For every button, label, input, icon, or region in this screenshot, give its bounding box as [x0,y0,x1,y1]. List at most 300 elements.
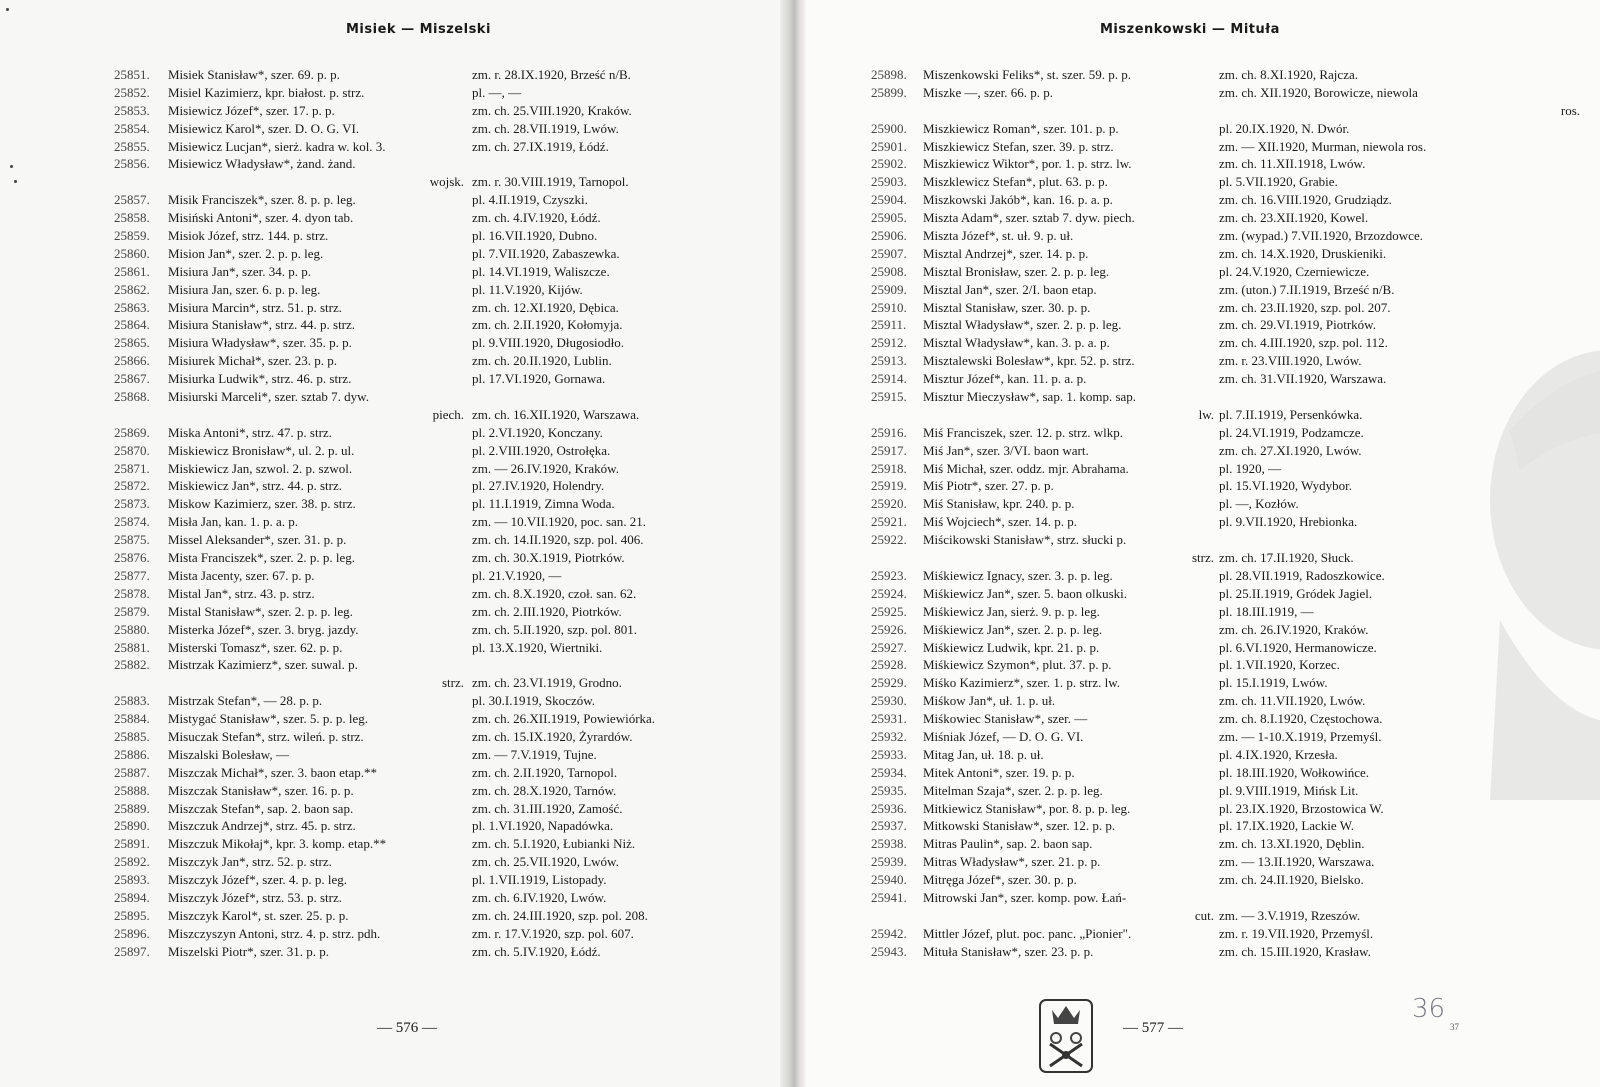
entry-number: 25876. [114,550,150,566]
entry-row [800,568,1600,586]
entry-name: Miskiewicz Jan*, strz. 44. p. strz. [168,478,343,494]
entry-name: Mitras Władysław*, szer. 21. p. p. [923,854,1101,870]
entry-death: pl. —, — [472,84,522,100]
entry-death: pl. 9.VII.1920, Hrebionka. [1219,514,1358,530]
entry-row [0,425,795,443]
entry-name: Misztal Władysław*, kan. 3. p. a. p. [923,335,1110,351]
entry-number: 25878. [114,585,150,601]
entry-death: zm. ch. 14.X.1920, Druskieniki. [1219,245,1387,261]
entry-name: Misztal Stanisław, szer. 30. p. p. [923,299,1091,315]
entry-death: pl. 17.VI.1920, Gornawa. [472,371,606,387]
entry-name: Miszczyszyn Antoni, strz. 4. p. strz. pdh. [168,925,381,941]
entry-death: zm. ch. 2.II.1920, Kołomyja. [472,317,623,333]
entry-name: Misztal Jan*, szer. 2/I. baon etap. [923,281,1097,297]
entry-name: cut. [1194,907,1214,923]
entry-number: 25927. [871,639,907,655]
entry-number: 25917. [871,442,907,458]
entry-row [800,371,1600,389]
entry-death: zm. r. 23.VIII.1920, Lwów. [1219,353,1362,369]
entry-row [800,121,1600,139]
entry-number: 25943. [871,943,907,959]
entry-name: Miś Michał, szer. oddz. mjr. Abrahama. [923,460,1129,476]
entry-number: 25905. [871,210,907,226]
entry-name: Mistrzak Stefan*, — 28. p. p. [168,693,323,709]
entry-name: Misiewicz Karol*, szer. D. O. G. VI. [168,120,360,136]
entry-death: ros. [1560,102,1580,118]
entry-death: zm. — 7.V.1919, Tujne. [472,746,597,762]
entry-number: 25875. [114,532,150,548]
entry-death: pl. 1.VI.1920, Napadówka. [472,818,614,834]
entry-row [0,818,795,836]
entry-death: zm. ch. 11.VII.1920, Lwów. [1219,693,1366,709]
entry-death: zm. ch. 29.VI.1919, Piotrków. [1219,317,1376,333]
entry-number: 25853. [114,102,150,118]
entry-number: 25904. [871,192,907,208]
entry-name: Miskow Kazimierz, szer. 38. p. strz. [168,496,356,512]
entry-number: 25891. [114,836,150,852]
entry-row [0,103,795,121]
left-page-number: — 576 — [377,1020,437,1036]
entry-row [800,514,1600,532]
entry-death: pl. 18.III.1919, — [1219,603,1314,619]
entry-row [0,532,795,550]
entry-death: zm. ch. 24.III.1920, szp. pol. 208. [472,907,648,923]
entry-number: 25908. [871,263,907,279]
entry-number: 25873. [114,496,150,512]
entry-number: 25938. [871,836,907,852]
entry-number: 25858. [114,210,150,226]
entry-number: 25863. [114,299,150,315]
entry-number: 25892. [114,854,150,870]
entry-row [0,443,795,461]
entry-number: 25939. [871,854,907,870]
entry-name: Miś Franciszek, szer. 12. p. strz. wlkp. [923,424,1124,440]
entry-row [800,192,1600,210]
entry-name: Mitkowski Stanisław*, szer. 12. p. p. [923,818,1116,834]
entry-number: 25910. [871,299,907,315]
entry-name: Mistygać Stanisław*, szer. 5. p. p. leg. [168,711,369,727]
entry-number: 25899. [871,84,907,100]
entry-row [0,192,795,210]
entry-name: Misztal Władysław*, szer. 2. p. p. leg. [923,317,1122,333]
entry-death: pl. 25.II.1919, Gródek Jagiel. [1219,585,1373,601]
entry-row [0,371,795,389]
entry-number: 25888. [114,782,150,798]
entry-death: pl. 24.VI.1919, Podzamcze. [1219,424,1364,440]
entry-name: Miszta Adam*, szer. sztab 7. dyw. piech. [923,210,1135,226]
entry-name: Misiewicz Władysław*, żand. żand. [168,156,356,172]
entry-death: zm. r. 17.V.1920, szp. pol. 607. [472,925,634,941]
entry-row [800,872,1600,890]
entry-row [800,156,1600,174]
entry-row [800,282,1600,300]
entry-row [0,801,795,819]
entry-name: Misuczak Stefan*, strz. wileń. p. strz. [168,728,364,744]
entry-row [800,604,1600,622]
entry-death: zm. ch. 23.VI.1919, Grodno. [472,675,622,691]
entry-number: 25854. [114,120,150,136]
entry-row [800,461,1600,479]
entry-death: zm. — XII.1920, Murman, niewola ros. [1219,138,1427,154]
entry-row [800,335,1600,353]
entry-death: pl. 7.II.1919, Persenkówka. [1219,406,1363,422]
entry-name: Miszelski Piotr*, szer. 31. p. p. [168,943,330,959]
corner-note: 37 [1450,1022,1459,1032]
entry-name: Mision Jan*, szer. 2. p. p. leg. [168,245,324,261]
scan-speck [10,165,13,168]
entry-death: pl. 27.IV.1920, Holendry. [472,478,605,494]
entry-name: Mitelman Szaja*, szer. 2. p. p. leg. [923,782,1103,798]
entry-row [800,836,1600,854]
entry-name: Mitag Jan, uł. 18. p. uł. [923,746,1044,762]
entry-number: 25851. [114,67,150,82]
entry-name: Miszczyk Karol*, st. szer. 25. p. p. [168,907,349,923]
entry-number: 25930. [871,693,907,709]
entry-number: 25862. [114,281,150,297]
entry-death: pl. 30.I.1919, Skoczów. [472,693,596,709]
entry-number: 25870. [114,442,150,458]
entry-number: 25895. [114,907,150,923]
entry-row [0,854,795,872]
entry-death: pl. 18.III.1920, Wołkowińce. [1219,764,1369,780]
entry-death: zm. ch. 5.I.1920, Łubianki Niż. [472,836,636,852]
entry-death: pl. 24.V.1920, Czerniewicze. [1219,263,1370,279]
entry-name: Miś Jan*, szer. 3/VI. baon wart. [923,442,1089,458]
entry-name: strz. [1191,550,1214,566]
entry-name: Miśkiewicz Jan, sierż. 9. p. p. leg. [923,603,1100,619]
entry-name: Misiurek Michał*, szer. 23. p. p. [168,353,337,369]
entry-name: Misiura Stanisław*, strz. 44. p. strz. [168,317,356,333]
entry-death: zm. (uton.) 7.II.1919, Brześć n/B. [1219,281,1395,297]
entry-name: wojsk. [429,174,464,190]
entry-number: 25906. [871,228,907,244]
entry-row [0,640,795,658]
entry-row [0,747,795,765]
entry-name: Missel Aleksander*, szer. 31. p. p. [168,532,347,548]
entry-death: zm. ch. 26.XII.1919, Powiewiórka. [472,711,656,727]
entry-row [0,282,795,300]
entry-continuation-line [0,174,795,192]
entry-name: Misiewicz Józef*, szer. 17. p. p. [168,102,335,118]
entry-row [0,139,795,157]
entry-name: Miszke —, szer. 66. p. p. [923,84,1053,100]
library-stamp-icon [1038,998,1094,1074]
entry-row [0,85,795,103]
entry-death: zm. ch. 6.IV.1920, Lwów. [472,889,607,905]
entry-death: zm. ch. 11.XII.1918, Lwów. [1219,156,1366,172]
entry-name: Miszta Józef*, st. uł. 9. p. uł. [923,228,1074,244]
entry-row [0,317,795,335]
entry-number: 25884. [114,711,150,727]
entry-death: zm. ch. 30.X.1919, Piotrków. [472,550,625,566]
entry-death: zm. ch. 15.IX.1920, Żyrardów. [472,728,633,744]
entry-death: zm. ch. 25.VII.1920, Lwów. [472,854,619,870]
entry-row [800,729,1600,747]
entry-name: Miśniak Józef, — D. O. G. VI. [923,728,1084,744]
entry-death: zm. ch. 2.III.1920, Piotrków. [472,603,622,619]
entry-death: zm. ch. 8.XI.1920, Rajcza. [1219,67,1358,82]
entry-death: zm. ch. 5.IV.1920, Łódź. [472,943,601,959]
entry-death: zm. ch. 2.II.1920, Tarnopol. [472,764,618,780]
entry-number: 25926. [871,621,907,637]
entry-number: 25928. [871,657,907,673]
entry-number: 25852. [114,84,150,100]
entry-row [800,657,1600,675]
entry-name: Miś Wojciech*, szer. 14. p. p. [923,514,1077,530]
entry-row [800,139,1600,157]
entry-row [800,443,1600,461]
left-entry-list [0,67,795,962]
entry-name: Misztur Mieczysław*, sap. 1. komp. sap. [923,389,1137,405]
entry-number: 25885. [114,728,150,744]
entry-number: 25898. [871,67,907,82]
entry-number: 25867. [114,371,150,387]
entry-number: 25934. [871,764,907,780]
entry-death: zm. ch. 14.II.1920, szp. pol. 406. [472,532,644,548]
entry-name: Misztal Andrzej*, szer. 14. p. p. [923,245,1089,261]
entry-row [800,264,1600,282]
entry-name: Miszkiewicz Wiktor*, por. 1. p. strz. lw. [923,156,1132,172]
entry-death: zm. ch. 5.II.1920, szp. pol. 801. [472,621,638,637]
entry-death: zm. ch. 28.X.1920, Tarnów. [472,782,617,798]
entry-name: Misiński Antoni*, szer. 4. dyon tab. [168,210,354,226]
entry-continuation-line [800,908,1600,926]
entry-row [800,174,1600,192]
entry-row [800,300,1600,318]
entry-death: zm. ch. 27.IX.1919, Łódź. [472,138,609,154]
entry-row [800,765,1600,783]
entry-death: zm. r. 30.VIII.1919, Tarnopol. [472,174,629,190]
entry-row [0,496,795,514]
entry-death: pl. 20.IX.1920, N. Dwór. [1219,120,1350,136]
entry-death: pl. 21.V.1920, — [472,567,562,583]
entry-row [0,622,795,640]
entry-name: Misiok Józef, strz. 144. p. strz. [168,228,329,244]
entry-number: 25925. [871,603,907,619]
entry-death: pl. 16.VII.1920, Dubno. [472,228,598,244]
entry-row [800,854,1600,872]
entry-row [800,532,1600,550]
entry-number: 25856. [114,156,150,172]
entry-name: Miska Antoni*, strz. 47. p. strz. [168,424,332,440]
entry-death: zm. ch. 24.II.1920, Bielsko. [1219,872,1364,888]
entry-death: zm. ch. 26.IV.1920, Kraków. [1219,621,1369,637]
entry-row [0,478,795,496]
entry-row [800,317,1600,335]
entry-number: 25857. [114,192,150,208]
entry-number: 25913. [871,353,907,369]
entry-name: Miszklewicz Stefan*, plut. 63. p. p. [923,174,1108,190]
scan-speck [14,180,17,183]
entry-name: Miszczak Stefan*, sap. 2. baon sap. [168,800,354,816]
entry-name: Misztur Józef*, kan. 11. p. a. p. [923,371,1087,387]
entry-row [0,765,795,783]
entry-name: Miszczuk Andrzej*, strz. 45. p. strz. [168,818,356,834]
entry-number: 25932. [871,728,907,744]
entry-death: zm. ch. 25.VIII.1920, Kraków. [472,102,632,118]
entry-row [0,729,795,747]
entry-number: 25915. [871,389,907,405]
entry-name: Mitras Paulin*, sap. 2. baon sap. [923,836,1093,852]
entry-death: zm. ch. 31.III.1920, Zamość. [472,800,623,816]
entry-row [800,425,1600,443]
entry-row [0,335,795,353]
entry-death: zm. — 26.IV.1920, Kraków. [472,460,619,476]
entry-row [0,353,795,371]
entry-number: 25866. [114,353,150,369]
entry-row [0,67,795,85]
entry-death: pl. 2.VI.1920, Konczany. [472,424,603,440]
entry-name: Miszkowski Jakób*, kan. 16. p. a. p. [923,192,1113,208]
entry-row [0,264,795,282]
entry-death: pl. 9.VIII.1919, Mińsk Lit. [1219,782,1359,798]
entry-continuation-line [800,407,1600,425]
entry-name: Misła Jan, kan. 1. p. a. p. [168,514,298,530]
entry-number: 25922. [871,532,907,548]
entry-number: 25902. [871,156,907,172]
entry-number: 25889. [114,800,150,816]
entry-number: 25871. [114,460,150,476]
entry-number: 25900. [871,120,907,136]
entry-death: pl. 7.VII.1920, Zabaszewka. [472,245,620,261]
entry-name: Misterka Józef*, szer. 3. bryg. jazdy. [168,621,359,637]
entry-number: 25920. [871,496,907,512]
right-page-header: Miszenkowski — Mituła [1100,22,1280,37]
entry-death: zm. ch. 20.II.1920, Lublin. [472,353,612,369]
entry-name: Miśkiewicz Szymon*, plut. 37. p. p. [923,657,1112,673]
entry-row [800,353,1600,371]
entry-number: 25919. [871,478,907,494]
entry-row [0,210,795,228]
entry-name: Miś Stanisław, kpr. 240. p. p. [923,496,1075,512]
entry-number: 25909. [871,281,907,297]
entry-number: 25937. [871,818,907,834]
entry-death: zm. r. 19.VII.1920, Przemyśl. [1219,925,1374,941]
entry-number: 25941. [871,889,907,905]
entry-death: zm. r. 28.IX.1920, Brześć n/B. [472,67,631,82]
entry-row [800,926,1600,944]
entry-row [800,228,1600,246]
entry-name: Miśkiewicz Ludwik, kpr. 21. p. p. [923,639,1100,655]
entry-number: 25881. [114,639,150,655]
entry-death: pl. 11.V.1920, Kijów. [472,281,583,297]
entry-number: 25942. [871,925,907,941]
entry-name: Mistal Stanisław*, szer. 2. p. p. leg. [168,603,353,619]
entry-row [0,121,795,139]
entry-death: pl. 5.VII.1920, Grabie. [1219,174,1338,190]
entry-death: zm. ch. 4.III.1920, szp. pol. 112. [1219,335,1388,351]
entry-name: Miszkiewicz Stefan, szer. 39. p. strz. [923,138,1114,154]
entry-number: 25883. [114,693,150,709]
entry-death: zm. ch. 8.I.1920, Częstochowa. [1219,711,1383,727]
entry-row [0,711,795,729]
entry-number: 25923. [871,567,907,583]
entry-number: 25894. [114,889,150,905]
entry-death: zm. ch. 31.VII.1920, Warszawa. [1219,371,1387,387]
entry-number: 25912. [871,335,907,351]
entry-number: 25935. [871,782,907,798]
entry-number: 25860. [114,245,150,261]
entry-name: Misiek Stanisław*, szer. 69. p. p. [168,67,340,82]
right-page [800,0,1600,1087]
entry-number: 25882. [114,657,150,673]
entry-number: 25861. [114,263,150,279]
entry-death: zm. — 10.VII.1920, poc. san. 21. [472,514,647,530]
entry-death: pl. 1.VII.1919, Listopady. [472,872,607,888]
entry-continuation-line [0,407,795,425]
entry-name: Misiura Władysław*, szer. 35. p. p. [168,335,352,351]
entry-name: Mista Jacenty, szer. 67. p. p. [168,567,315,583]
entry-number: 25886. [114,746,150,762]
entry-row [0,389,795,407]
entry-death: pl. 4.IX.1920, Krzesła. [1219,746,1338,762]
entry-death: zm. (wypad.) 7.VII.1920, Brzozdowce. [1219,228,1423,244]
entry-name: Mitek Antoni*, szer. 19. p. p. [923,764,1075,780]
entry-death: pl. 23.IX.1920, Brzostowica W. [1219,800,1384,816]
entry-death: zm. ch. 13.XI.1920, Dęblin. [1219,836,1365,852]
entry-number: 25868. [114,389,150,405]
entry-name: Mistrzak Kazimierz*, szer. suwal. p. [168,657,358,673]
entry-row [0,890,795,908]
entry-row [0,514,795,532]
entry-death: zm. ch. 12.XI.1920, Dębica. [472,299,619,315]
entry-name: Mitkiewicz Stanisław*, por. 8. p. p. leg. [923,800,1131,816]
entry-death: pl. 15.VI.1920, Wydybor. [1219,478,1352,494]
entry-row [0,872,795,890]
entry-death: zm. ch. XII.1920, Borowicze, niewola [1219,84,1418,100]
entry-name: Mista Franciszek*, szer. 2. p. p. leg. [168,550,356,566]
left-page-header: Misiek — Miszelski [346,22,491,37]
entry-number: 25890. [114,818,150,834]
entry-death: zm. — 1-10.X.1919, Przemyśl. [1219,728,1382,744]
entry-number: 25933. [871,746,907,762]
entry-number: 25911. [871,317,907,333]
entry-death: pl. 2.VIII.1920, Ostrołęka. [472,442,611,458]
entry-death: zm. ch. 23.XII.1920, Kowel. [1219,210,1369,226]
entry-name: strz. [441,675,464,691]
entry-name: Miszczyk Jan*, strz. 52. p. strz. [168,854,332,870]
entry-name: Miskiewicz Jan, szwol. 2. p. szwol. [168,460,353,476]
entry-row [0,926,795,944]
entry-number: 25879. [114,603,150,619]
entry-number: 25893. [114,872,150,888]
entry-death: zm. ch. 16.XII.1920, Warszawa. [472,406,640,422]
entry-death: pl. 11.I.1919, Zimna Woda. [472,496,615,512]
entry-name: Misiel Kazimierz, kpr. białost. p. strz. [168,84,365,100]
entry-row [800,711,1600,729]
entry-death: zm. — 3.V.1919, Rzeszów. [1219,907,1361,923]
entry-row [0,657,795,675]
entry-name: Miskiewicz Bronisław*, ul. 2. p. ul. [168,442,355,458]
entry-name: Miszczak Stanisław*, szer. 16. p. p. [168,782,354,798]
entry-row [800,747,1600,765]
entry-name: lw. [1198,406,1214,422]
entry-name: Miszczuk Mikołaj*, kpr. 3. komp. etap.** [168,836,387,852]
entry-number: 25931. [871,711,907,727]
entry-row [0,586,795,604]
entry-row [0,693,795,711]
entry-number: 25929. [871,675,907,691]
entry-number: 25865. [114,335,150,351]
entry-death: pl. 1920, — [1219,460,1282,476]
entry-death: pl. 6.VI.1920, Hermanowicze. [1219,639,1377,655]
entry-death: pl. 14.VI.1919, Waliszcze. [472,263,610,279]
entry-name: Miś Piotr*, szer. 27. p. p. [923,478,1054,494]
entry-death: zm. ch. 15.III.1920, Krasław. [1219,943,1371,959]
entry-name: Miśkiewicz Ignacy, szer. 3. p. p. leg. [923,567,1113,583]
entry-number: 25921. [871,514,907,530]
entry-continuation-line [0,675,795,693]
